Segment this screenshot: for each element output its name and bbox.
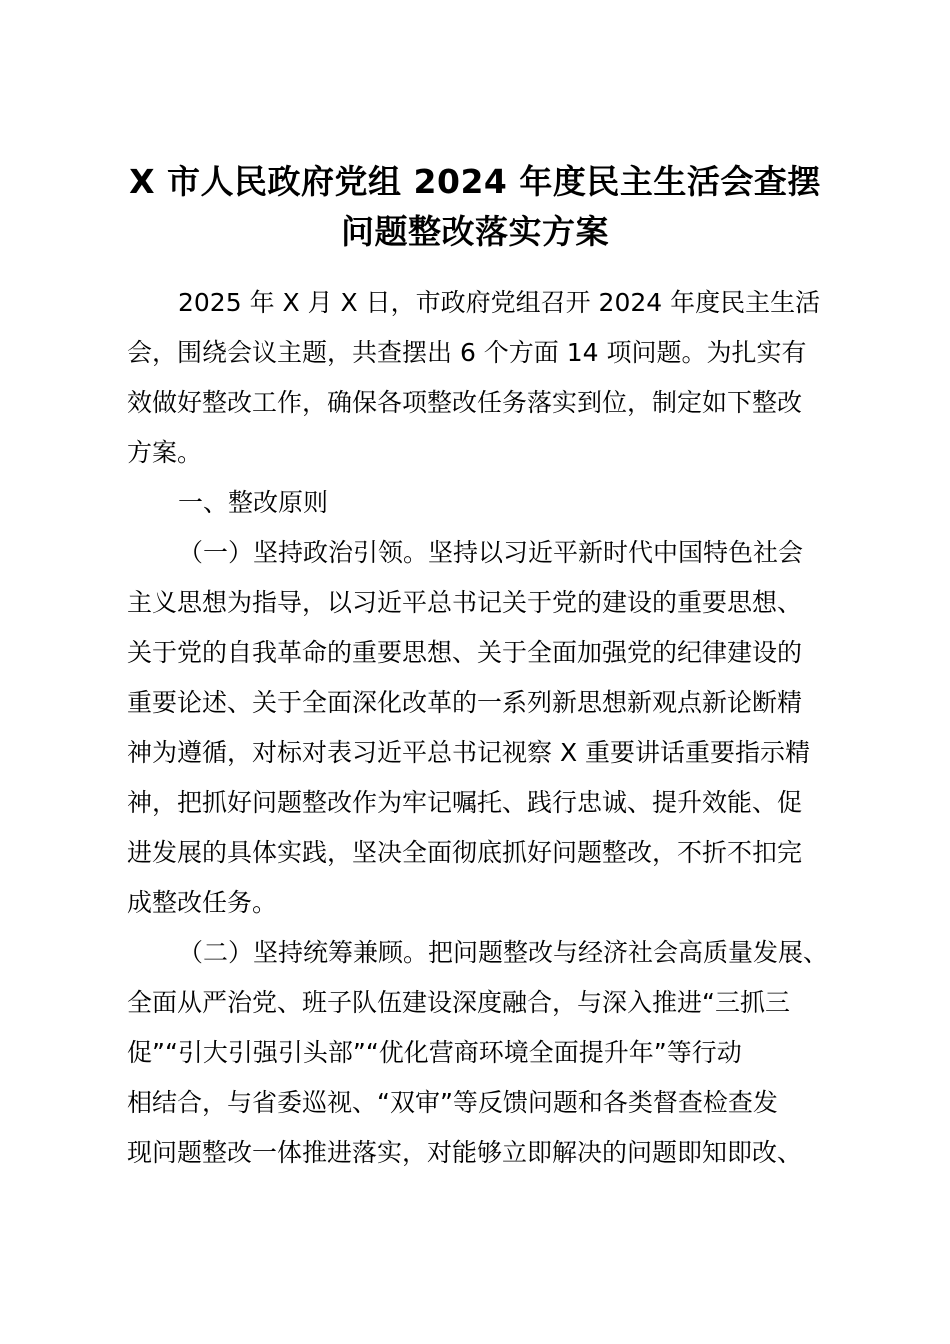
intro-line-2: 会，围绕会议主题，共查摆出 6 个方面 14 项问题。为扎实有 [127,338,807,367]
intro-line-4: 方案。 [127,438,203,467]
principle-1-line-8: 成整改任务。 [127,888,278,917]
principle-2-line-5: 现问题整改一体推进落实，对能够立即解决的问题即知即改、 [127,1138,803,1167]
principle-1-line-4: 重要论述、关于全面深化改革的一系列新思想新观点新论断精 [127,688,803,717]
principle-1-line-3: 关于党的自我革命的重要思想、关于全面加强党的纪律建设的 [127,638,803,667]
document-title-line-2: 问题整改落实方案 [341,212,609,251]
intro-line-3: 效做好整改工作，确保各项整改任务落实到位，制定如下整改 [127,388,803,417]
document-title-line-1: X 市人民政府党组 2024 年度民主生活会查摆 [129,162,821,201]
principle-2-line-2: 全面从严治党、班子队伍建设深度融合，与深入推进“三抓三 [127,988,790,1017]
principle-2-line-1: （二）坚持统筹兼顾。把问题整改与经济社会高质量发展、 [178,938,829,967]
principle-1-line-6: 神，把抓好问题整改作为牢记嘱托、践行忠诚、提升效能、促 [127,788,803,817]
principle-1-line-7: 进发展的具体实践，坚决全面彻底抓好问题整改，不折不扣完 [127,838,803,867]
section-heading-1: 一、整改原则 [178,488,329,517]
principle-1-line-1: （一）坚持政治引领。坚持以习近平新时代中国特色社会 [178,538,804,567]
principle-1-line-5: 神为遵循，对标对表习近平总书记视察 X 重要讲话重要指示精 [127,738,811,767]
principle-1-line-2: 主义思想为指导，以习近平总书记关于党的建设的重要思想、 [127,588,803,617]
intro-line-1: 2025 年 X 月 X 日，市政府党组召开 2024 年度民主生活 [178,288,821,317]
principle-2-line-3: 促”“引大引强引头部”“优化营商环境全面提升年”等行动 [127,1038,742,1067]
principle-2-line-4: 相结合，与省委巡视、“双审”等反馈问题和各类督查检查发 [127,1088,778,1117]
